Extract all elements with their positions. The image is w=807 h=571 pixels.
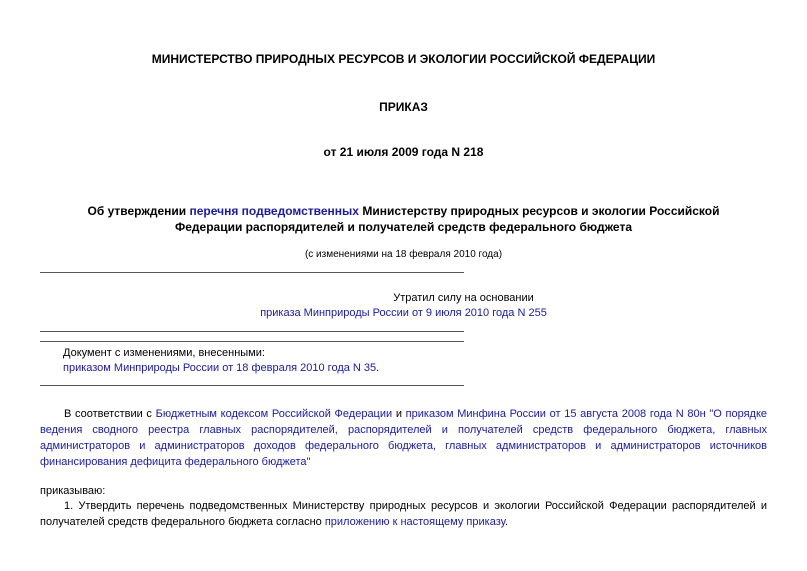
- document-type: ПРИКАЗ: [379, 100, 428, 114]
- title-link[interactable]: перечня подведомственных: [189, 204, 359, 218]
- orders-label: приказываю:: [40, 485, 106, 497]
- amendments-line: [63, 362, 379, 374]
- divider: [40, 341, 464, 342]
- preamble-and: и: [392, 408, 406, 420]
- item-1-end: .: [505, 516, 509, 528]
- divider: [40, 385, 464, 386]
- minfin-order-link[interactable]: приказом Минфина России от 15 августа 2008 года N 80н "О порядке ведения сводного реестра главных распорядителей, распорядителей и получателей средств федерального бюджета, главных администраторов и администраторов доходов федерального бюджета, главных администраторов и администраторов источников финансирования дефицита федерального бюджета": [40, 408, 767, 468]
- item-1-paragraph: [40, 498, 767, 530]
- preamble-start: В соответствии с: [64, 408, 156, 420]
- invalidated-link[interactable]: приказа Минприроды России от 9 июля 2010 года N 255: [260, 307, 547, 319]
- invalidated-notice: [40, 292, 767, 304]
- ministry-heading: МИНИСТЕРСТВО ПРИРОДНЫХ РЕСУРСОВ И ЭКОЛОГИИ РОССИЙСКОЙ ФЕДЕРАЦИИ: [151, 52, 656, 66]
- divider: [40, 272, 464, 273]
- document-date-number: от 21 июля 2009 года N 218: [323, 145, 484, 159]
- amendments-suffix: .: [376, 362, 380, 374]
- changes-note: (с изменениями на 18 февраля 2010 года): [304, 249, 503, 260]
- document-title: [0, 203, 807, 235]
- invalidated-text: Утратил силу на основании: [393, 292, 534, 304]
- title-line2: Федерации распорядителей и получателей средств федерального бюджета: [175, 220, 632, 234]
- item-1-text: 1. Утвердить перечень подведомственных Министерству природных ресурсов и экологии Российской Федерации распорядителей и получателей средств федерального бюджета согласно: [40, 500, 767, 528]
- preamble-paragraph: [40, 406, 767, 470]
- amendments-text: Документ с изменениями, внесенными:: [63, 347, 265, 359]
- appendix-link[interactable]: приложению к настоящему приказу: [324, 516, 506, 528]
- budget-code-link[interactable]: Бюджетным кодексом Российской Федерации: [155, 408, 393, 420]
- amendments-link[interactable]: приказом Минприроды России от 18 февраля 2010 года N 35: [63, 362, 377, 374]
- title-prefix: Об утверждении: [87, 204, 190, 218]
- divider: [40, 331, 464, 332]
- title-line1-rest: Министерству природных ресурсов и экологии Российской: [358, 204, 720, 218]
